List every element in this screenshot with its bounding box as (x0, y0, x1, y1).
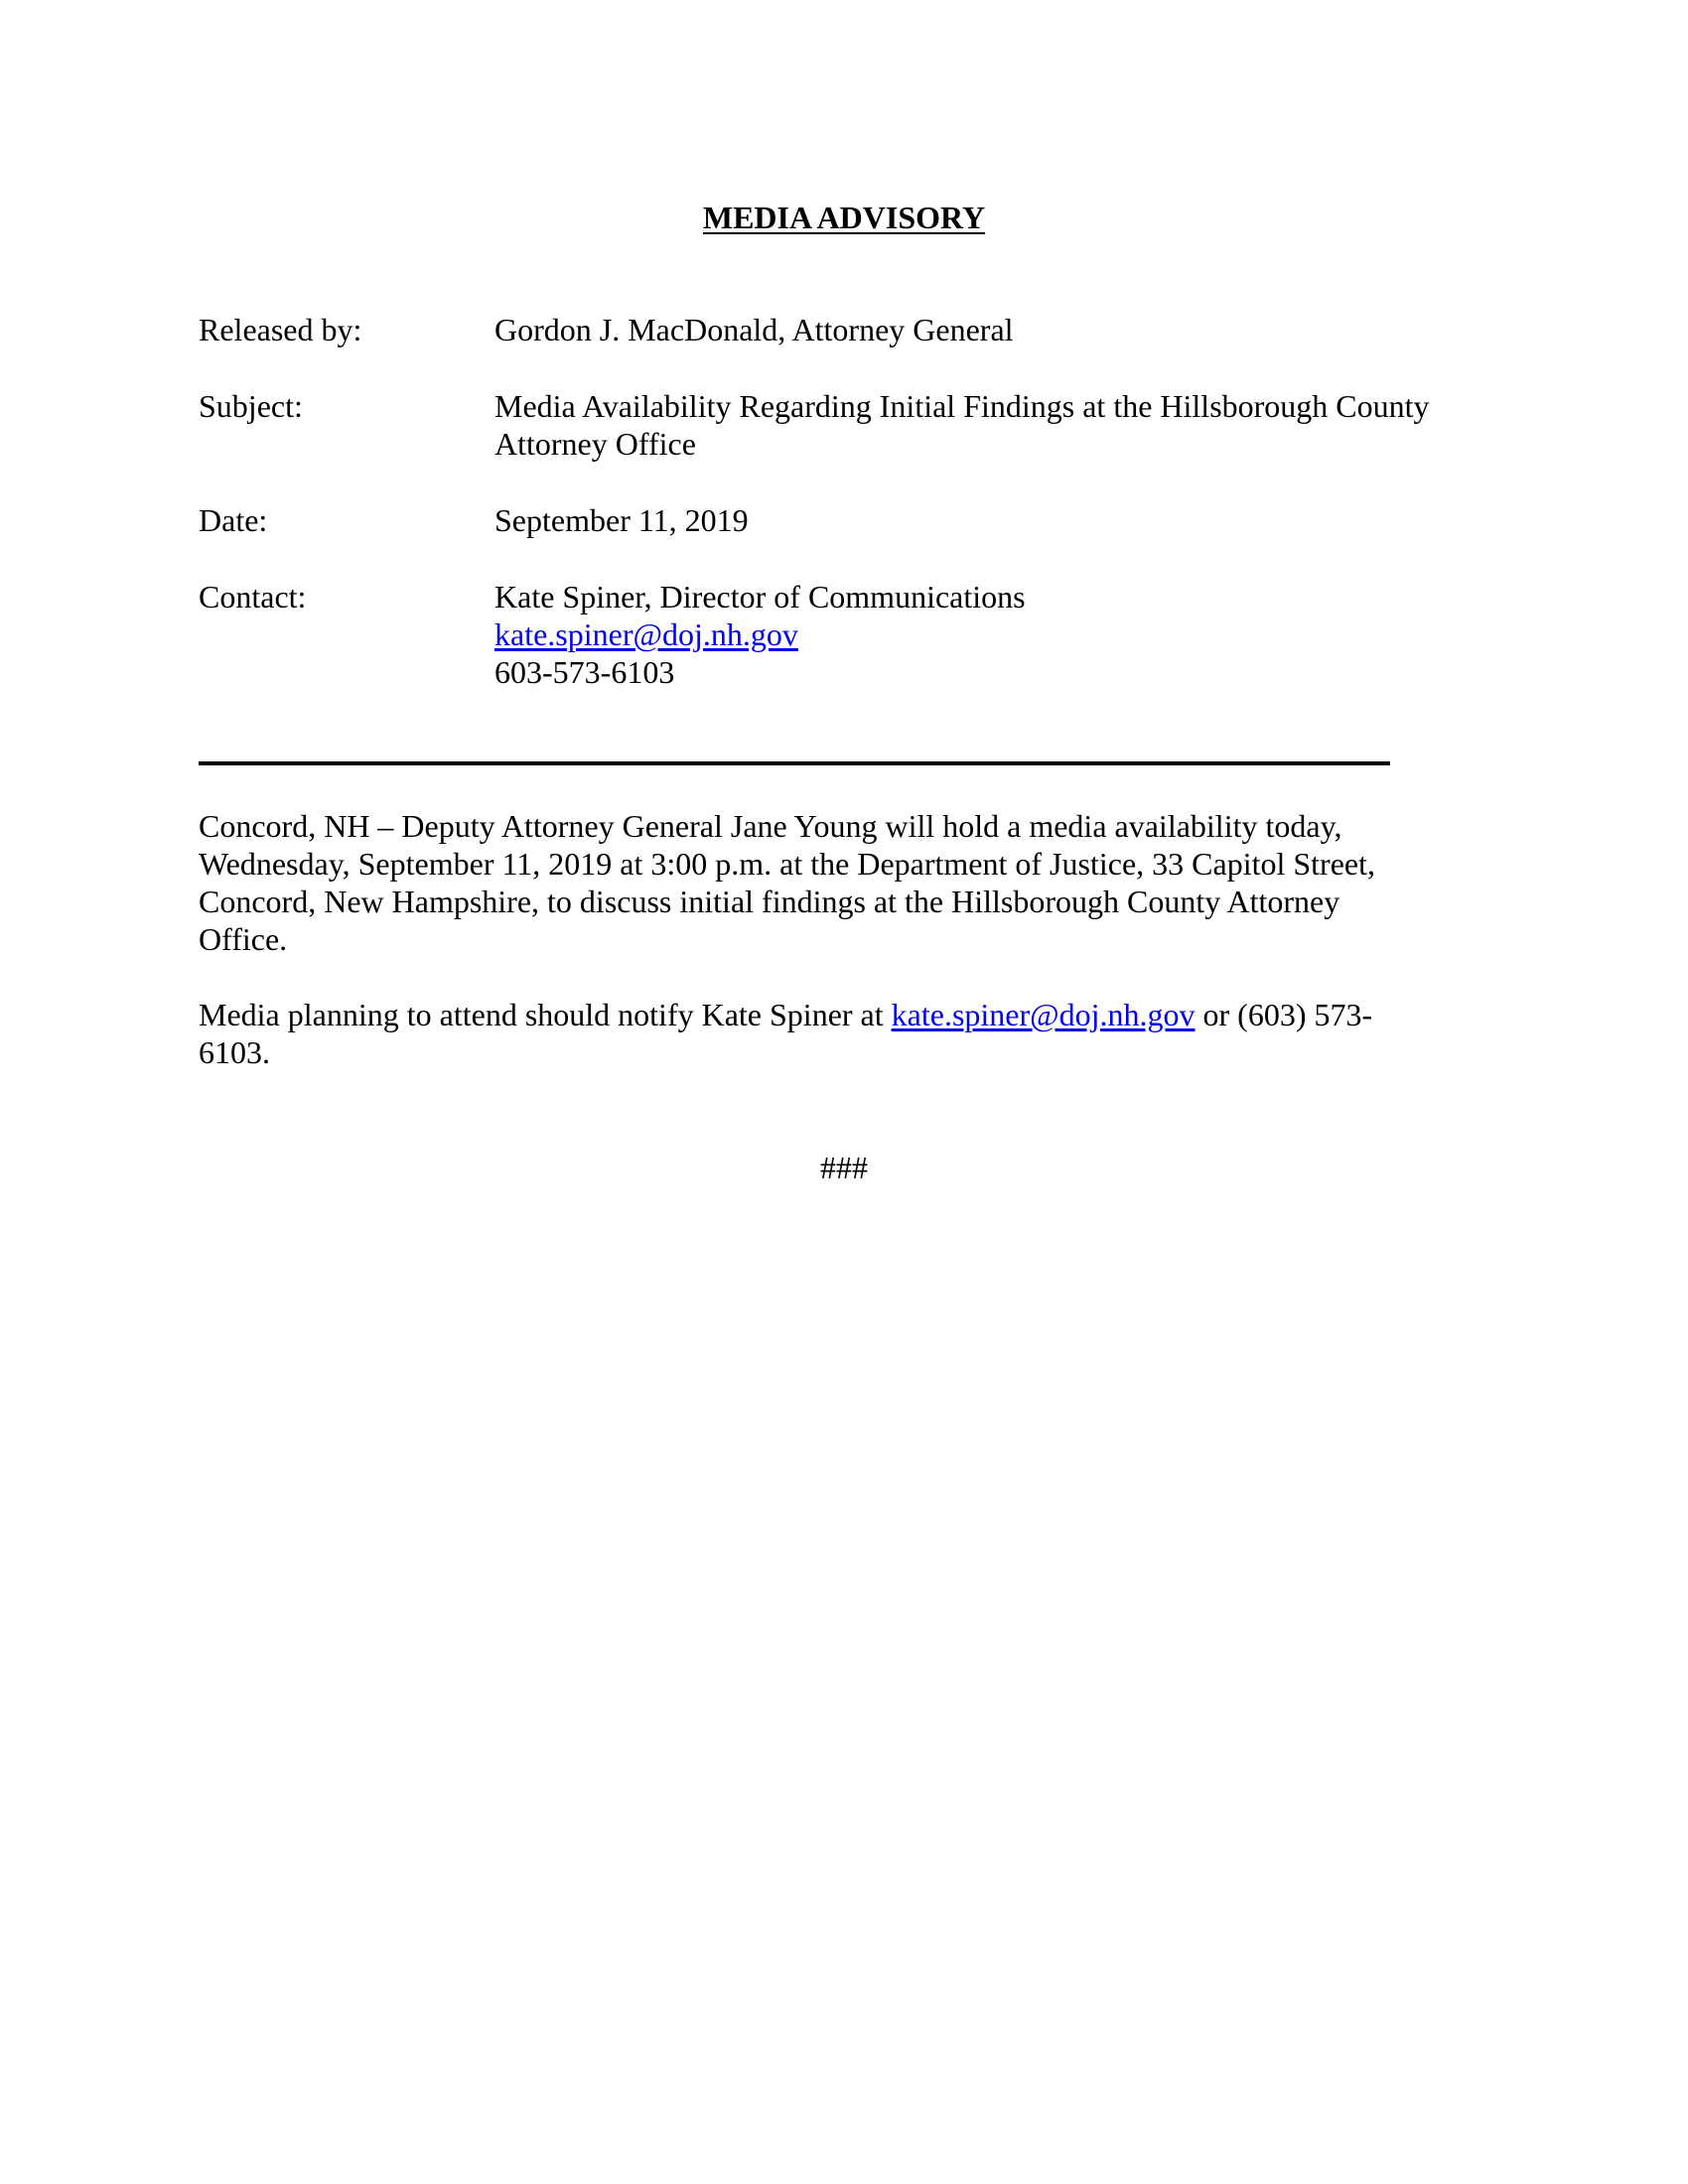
notify-email-link[interactable]: kate.spiner@doj.nh.gov (891, 997, 1196, 1032)
contact-value (494, 578, 1519, 691)
contact-email-link[interactable]: kate.spiner@doj.nh.gov (494, 616, 798, 652)
paragraph-line: Office. (199, 921, 288, 957)
paragraph-text: Media planning to attend should notify Kate Spiner at (199, 997, 892, 1032)
paragraph-line: 6103. (199, 1034, 270, 1070)
paragraph-line: Concord, NH – Deputy Attorney General Jane Young will hold a media availability today, (199, 808, 1342, 844)
subject-label: Subject: (199, 388, 303, 424)
contact-label: Contact: (199, 579, 307, 614)
paragraph-line (199, 996, 1440, 1033)
body-paragraph-1 (199, 807, 1440, 958)
subject-value (494, 387, 1519, 463)
subject-value-line: Media Availability Regarding Initial Findings at the Hillsborough County (494, 388, 1430, 424)
title-text: MEDIA ADVISORY (702, 200, 986, 235)
subject-value-line: Attorney Office (494, 426, 696, 462)
horizontal-rule (199, 761, 1390, 765)
released-by-value: Gordon J. MacDonald, Attorney General (494, 312, 1014, 347)
released-by-label: Released by: (199, 312, 362, 347)
document-title (0, 199, 1688, 236)
date-value: September 11, 2019 (494, 502, 749, 538)
paragraph-text: or (603) 573- (1195, 997, 1373, 1032)
paragraph-line: Wednesday, September 11, 2019 at 3:00 p.m. at the Department of Justice, 33 Capitol Street, (199, 846, 1375, 882)
paragraph-line: Concord, New Hampshire, to discuss initial findings at the Hillsborough County Attorney (199, 884, 1340, 919)
date-label: Date: (199, 502, 268, 538)
end-mark: ### (820, 1150, 868, 1185)
body-paragraph-2 (199, 996, 1440, 1071)
contact-name: Kate Spiner, Director of Communications (494, 579, 1026, 614)
contact-phone: 603-573-6103 (494, 654, 675, 690)
